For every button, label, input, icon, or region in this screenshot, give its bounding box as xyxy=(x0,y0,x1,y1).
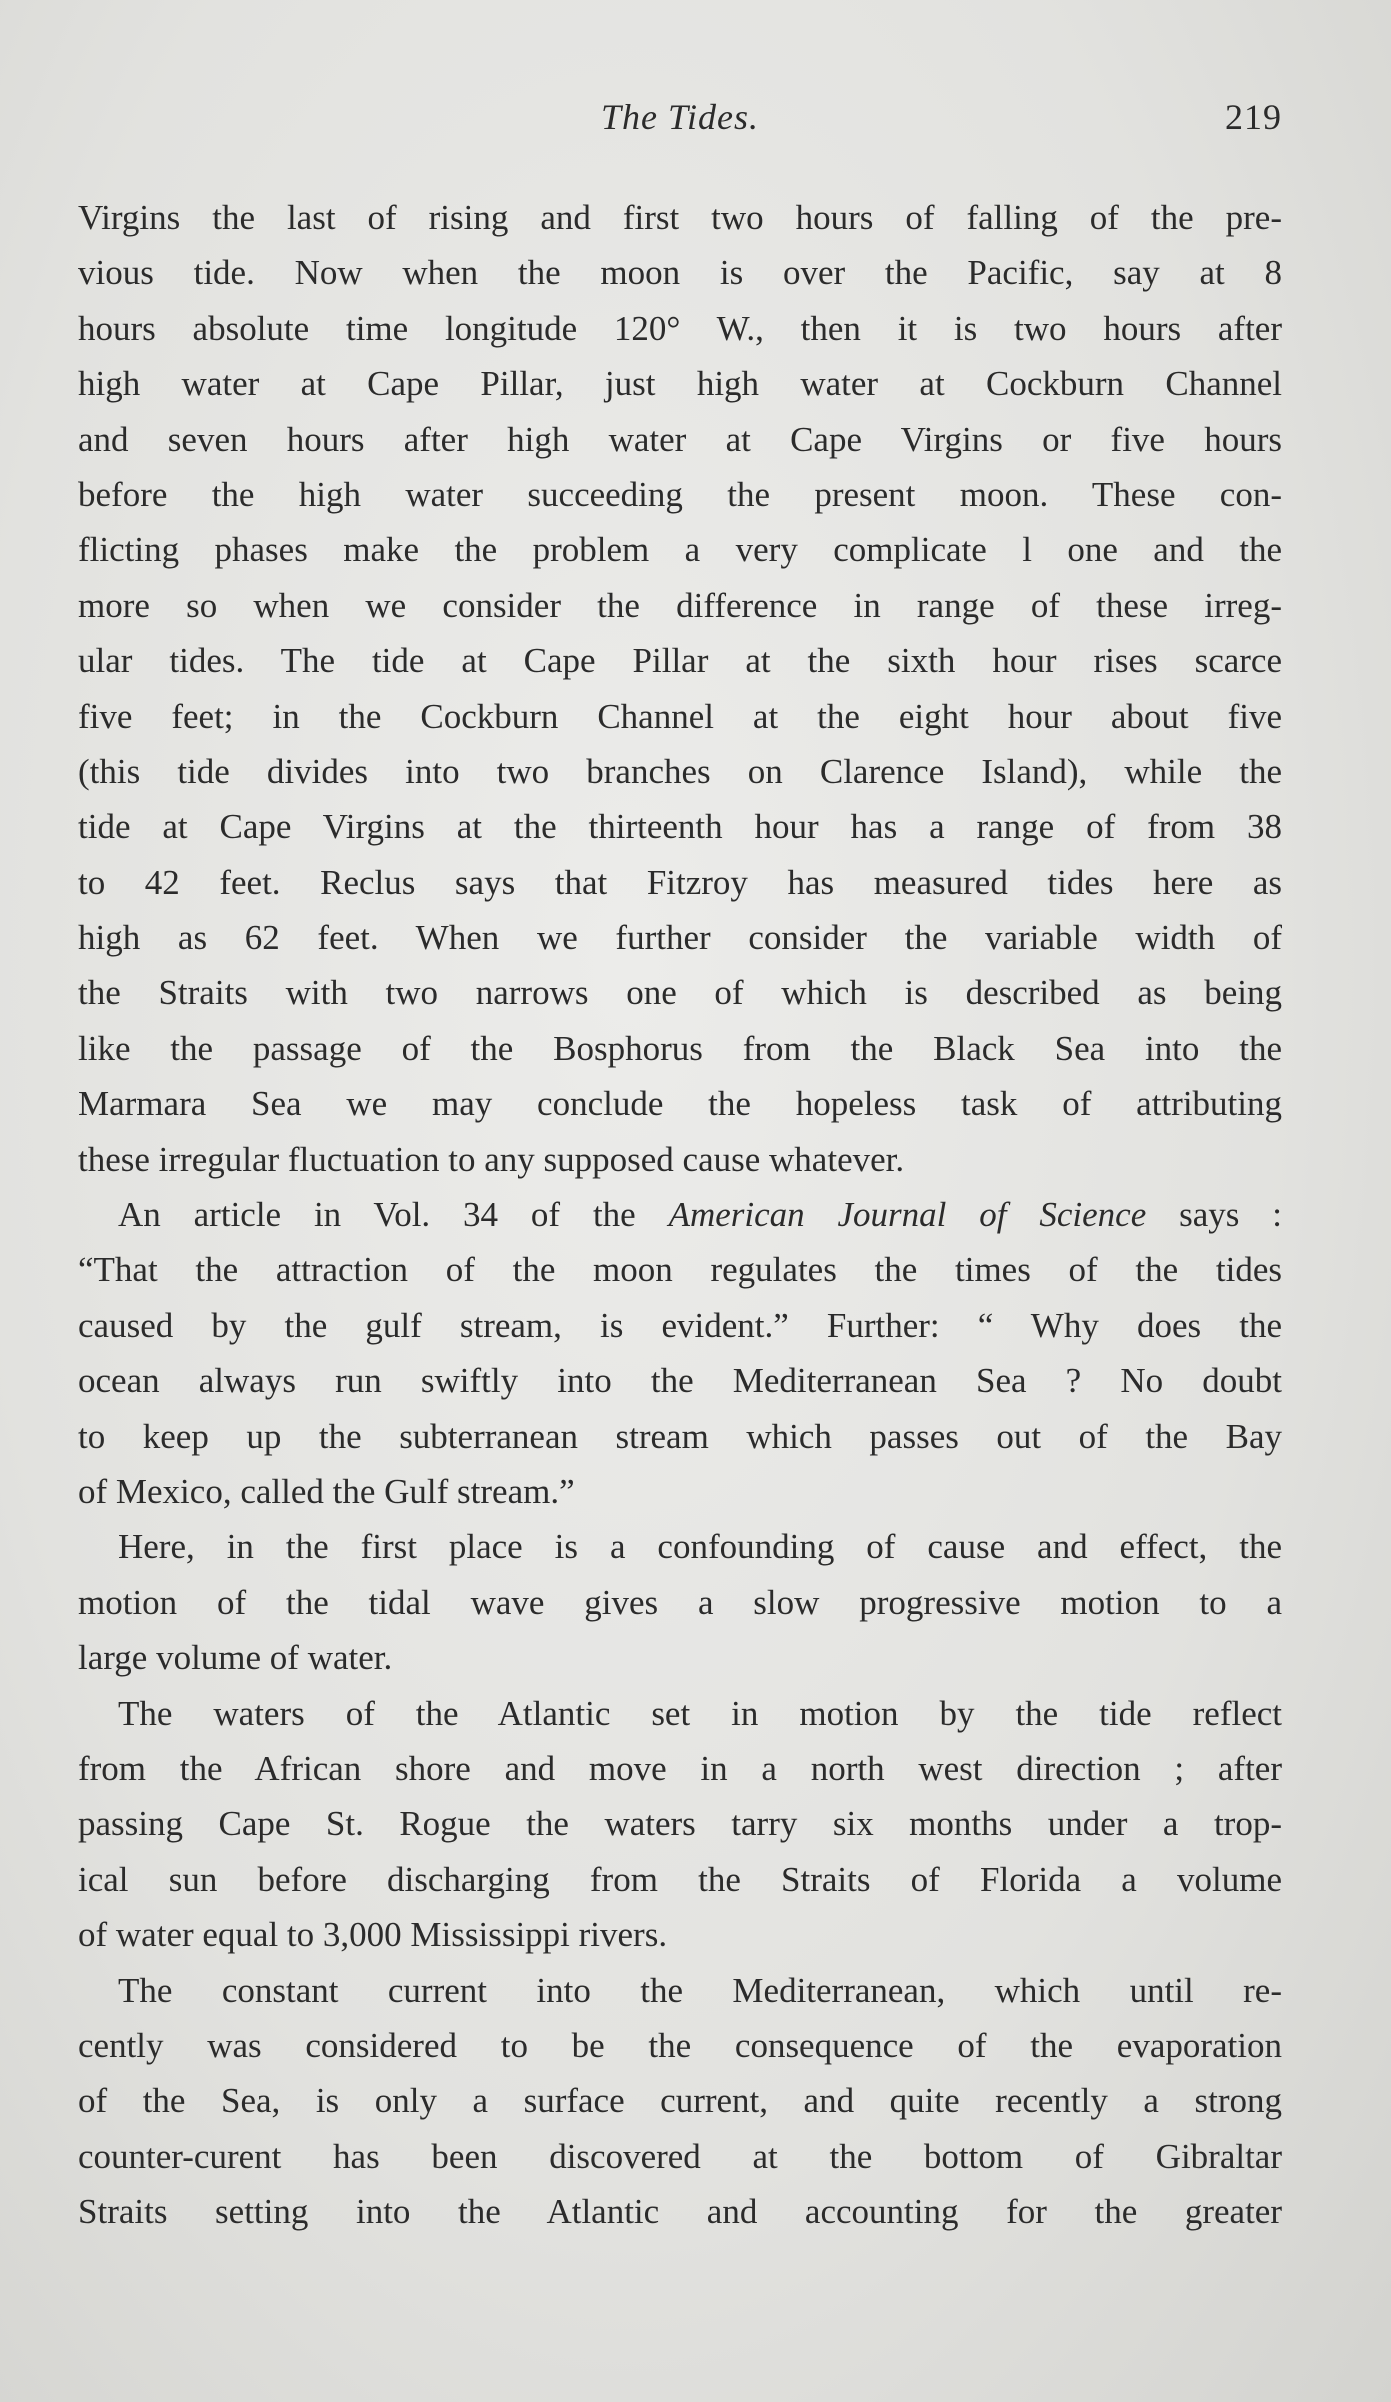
text-line: Straits setting into the Atlantic and accounting for the greater xyxy=(78,2192,1282,2232)
text-line: of the Sea, is only a surface current, and quite recently a strong xyxy=(78,2081,1282,2121)
text-line: to keep up the subterranean stream which passes out of the Bay xyxy=(78,1416,1282,1456)
text-line: ular tides. The tide at Cape Pillar at the sixth hour rises scarce xyxy=(78,641,1282,681)
text-line: ocean always run swiftly into the Mediterranean Sea ? No doubt xyxy=(78,1361,1282,1401)
text-line: ical sun before discharging from the Straits of Florida a volume xyxy=(78,1859,1282,1899)
text-line: more so when we consider the difference in range of these irreg- xyxy=(78,585,1282,625)
body-text xyxy=(78,190,1282,2239)
paragraph-end-line: of water equal to 3,000 Mississippi rivers. xyxy=(78,1915,668,1955)
text-line: tide at Cape Virgins at the thirteenth hour has a range of from 38 xyxy=(78,807,1282,847)
text-line: high water at Cape Pillar, just high water at Cockburn Channel xyxy=(78,364,1282,404)
text-line: counter-curent has been discovered at the bottom of Gibraltar xyxy=(78,2136,1282,2176)
paragraph-end-line: of Mexico, called the Gulf stream.” xyxy=(78,1471,575,1511)
text-line: the Straits with two narrows one of which is described as being xyxy=(78,973,1282,1013)
text-line: Marmara Sea we may conclude the hopeless task of attributing xyxy=(78,1084,1282,1124)
text-line: to 42 feet. Reclus says that Fitzroy has measured tides here as xyxy=(78,862,1282,902)
text-line: passing Cape St. Rogue the waters tarry six months under a trop- xyxy=(78,1804,1282,1844)
text-line: flicting phases make the problem a very complicate l one and the xyxy=(78,530,1282,570)
paragraph-start-line: The waters of the Atlantic set in motion by the tide reflect xyxy=(118,1693,1282,1733)
text-line: “That the attraction of the moon regulates the times of the tides xyxy=(78,1250,1282,1290)
journal-title: American Journal of Science xyxy=(668,1195,1147,1235)
text-line: and seven hours after high water at Cape Virgins or five hours xyxy=(78,419,1282,459)
text-line: high as 62 feet. When we further consider the variable width of xyxy=(78,918,1282,958)
paragraph-end-line: large volume of water. xyxy=(78,1638,393,1678)
text-line: hours absolute time longitude 120° W., then it is two hours after xyxy=(78,308,1282,348)
running-head xyxy=(78,96,1282,146)
text-line: before the high water succeeding the present moon. These con- xyxy=(78,474,1282,514)
page-number: 219 xyxy=(1225,97,1282,137)
text-line: (this tide divides into two branches on Clarence Island), while the xyxy=(78,751,1282,791)
running-title: The Tides. xyxy=(600,97,760,137)
text-line: like the passage of the Bosphorus from the Black Sea into the xyxy=(78,1028,1282,1068)
text-line: five feet; in the Cockburn Channel at the eight hour about five xyxy=(78,696,1282,736)
text-line: from the African shore and move in a north west direction ; after xyxy=(78,1748,1282,1788)
paragraph-start-line: The constant current into the Mediterranean, which until re- xyxy=(118,1970,1282,2010)
text-line: vious tide. Now when the moon is over the Pacific, say at 8 xyxy=(78,253,1282,293)
line-text: An article in Vol. 34 of the xyxy=(118,1195,669,1235)
paragraph-start-line xyxy=(78,1187,1282,1242)
paragraph-end-line: these irregular fluctuation to any supposed cause whatever. xyxy=(78,1139,905,1179)
line-text: says : xyxy=(1146,1195,1282,1235)
text-line: motion of the tidal wave gives a slow progressive motion to a xyxy=(78,1582,1282,1622)
paragraph-start-line: Here, in the first place is a confounding of cause and effect, the xyxy=(118,1527,1282,1567)
text-line: caused by the gulf stream, is evident.” Further: “ Why does the xyxy=(78,1305,1282,1345)
text-line: cently was considered to be the consequence of the evaporation xyxy=(78,2025,1282,2065)
text-line: Virgins the last of rising and first two hours of falling of the pre- xyxy=(78,198,1282,237)
